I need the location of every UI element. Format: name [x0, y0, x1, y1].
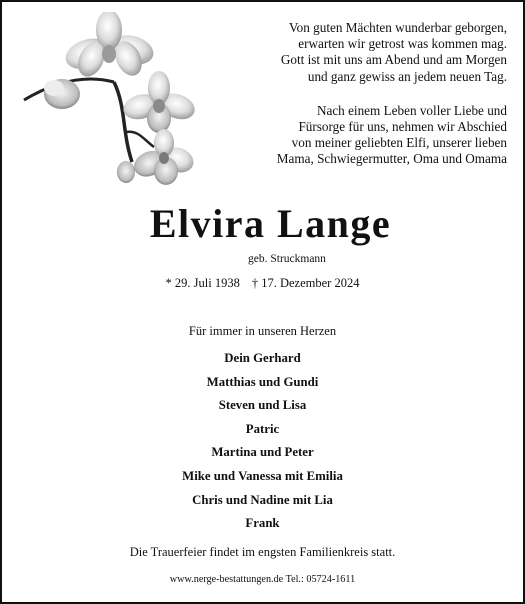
mourners-list — [2, 347, 523, 536]
mourner-name: Chris und Nadine mit Lia — [192, 492, 333, 507]
birth-date: * 29. Juli 1938 — [165, 276, 240, 290]
poem-line: Gott ist mit uns am Abend und am Morgen — [280, 52, 507, 68]
mourners-intro: Für immer in unseren Herzen — [188, 324, 337, 338]
deceased-name: Elvira Lange — [149, 201, 392, 246]
poem-line: und ganz gewiss an jedem neuen Tag. — [307, 68, 507, 84]
mourner-name: Matthias und Gundi — [206, 374, 319, 389]
mourner-name: Steven und Lisa — [218, 398, 307, 413]
death-date: † 17. Dezember 2024 — [251, 276, 360, 290]
mourner-name: Martina und Peter — [211, 445, 314, 460]
poem — [207, 20, 507, 168]
mourner-name: Dein Gerhard — [224, 351, 301, 365]
farewell-line: Fürsorge für uns, nehmen wir Abschied — [298, 119, 507, 135]
mourner-name: Patric — [245, 421, 280, 436]
poem-line: erwarten wir getrost was kommen mag. — [298, 36, 507, 52]
orchid-flower-image — [14, 12, 204, 192]
ceremony-note: Die Trauerfeier findet im engsten Familienkreis statt. — [129, 545, 396, 559]
poem-line: Von guten Mächten wunderbar geborgen, — [288, 20, 507, 35]
farewell-line: Mama, Schwiegermutter, Oma und Omama — [276, 151, 507, 167]
maiden-name: geb. Struckmann — [248, 253, 326, 265]
funeral-home-contact: www.nerge-bestattungen.de Tel.: 05724-1611 — [169, 574, 356, 585]
farewell-line: von meiner geliebten Elfi, unserer lieben — [291, 135, 507, 151]
farewell-line: Nach einem Leben voller Liebe und — [316, 102, 507, 118]
mourner-name: Mike und Vanessa mit Emilia — [182, 468, 343, 483]
life-dates — [2, 276, 523, 291]
mourner-name: Frank — [245, 516, 280, 531]
